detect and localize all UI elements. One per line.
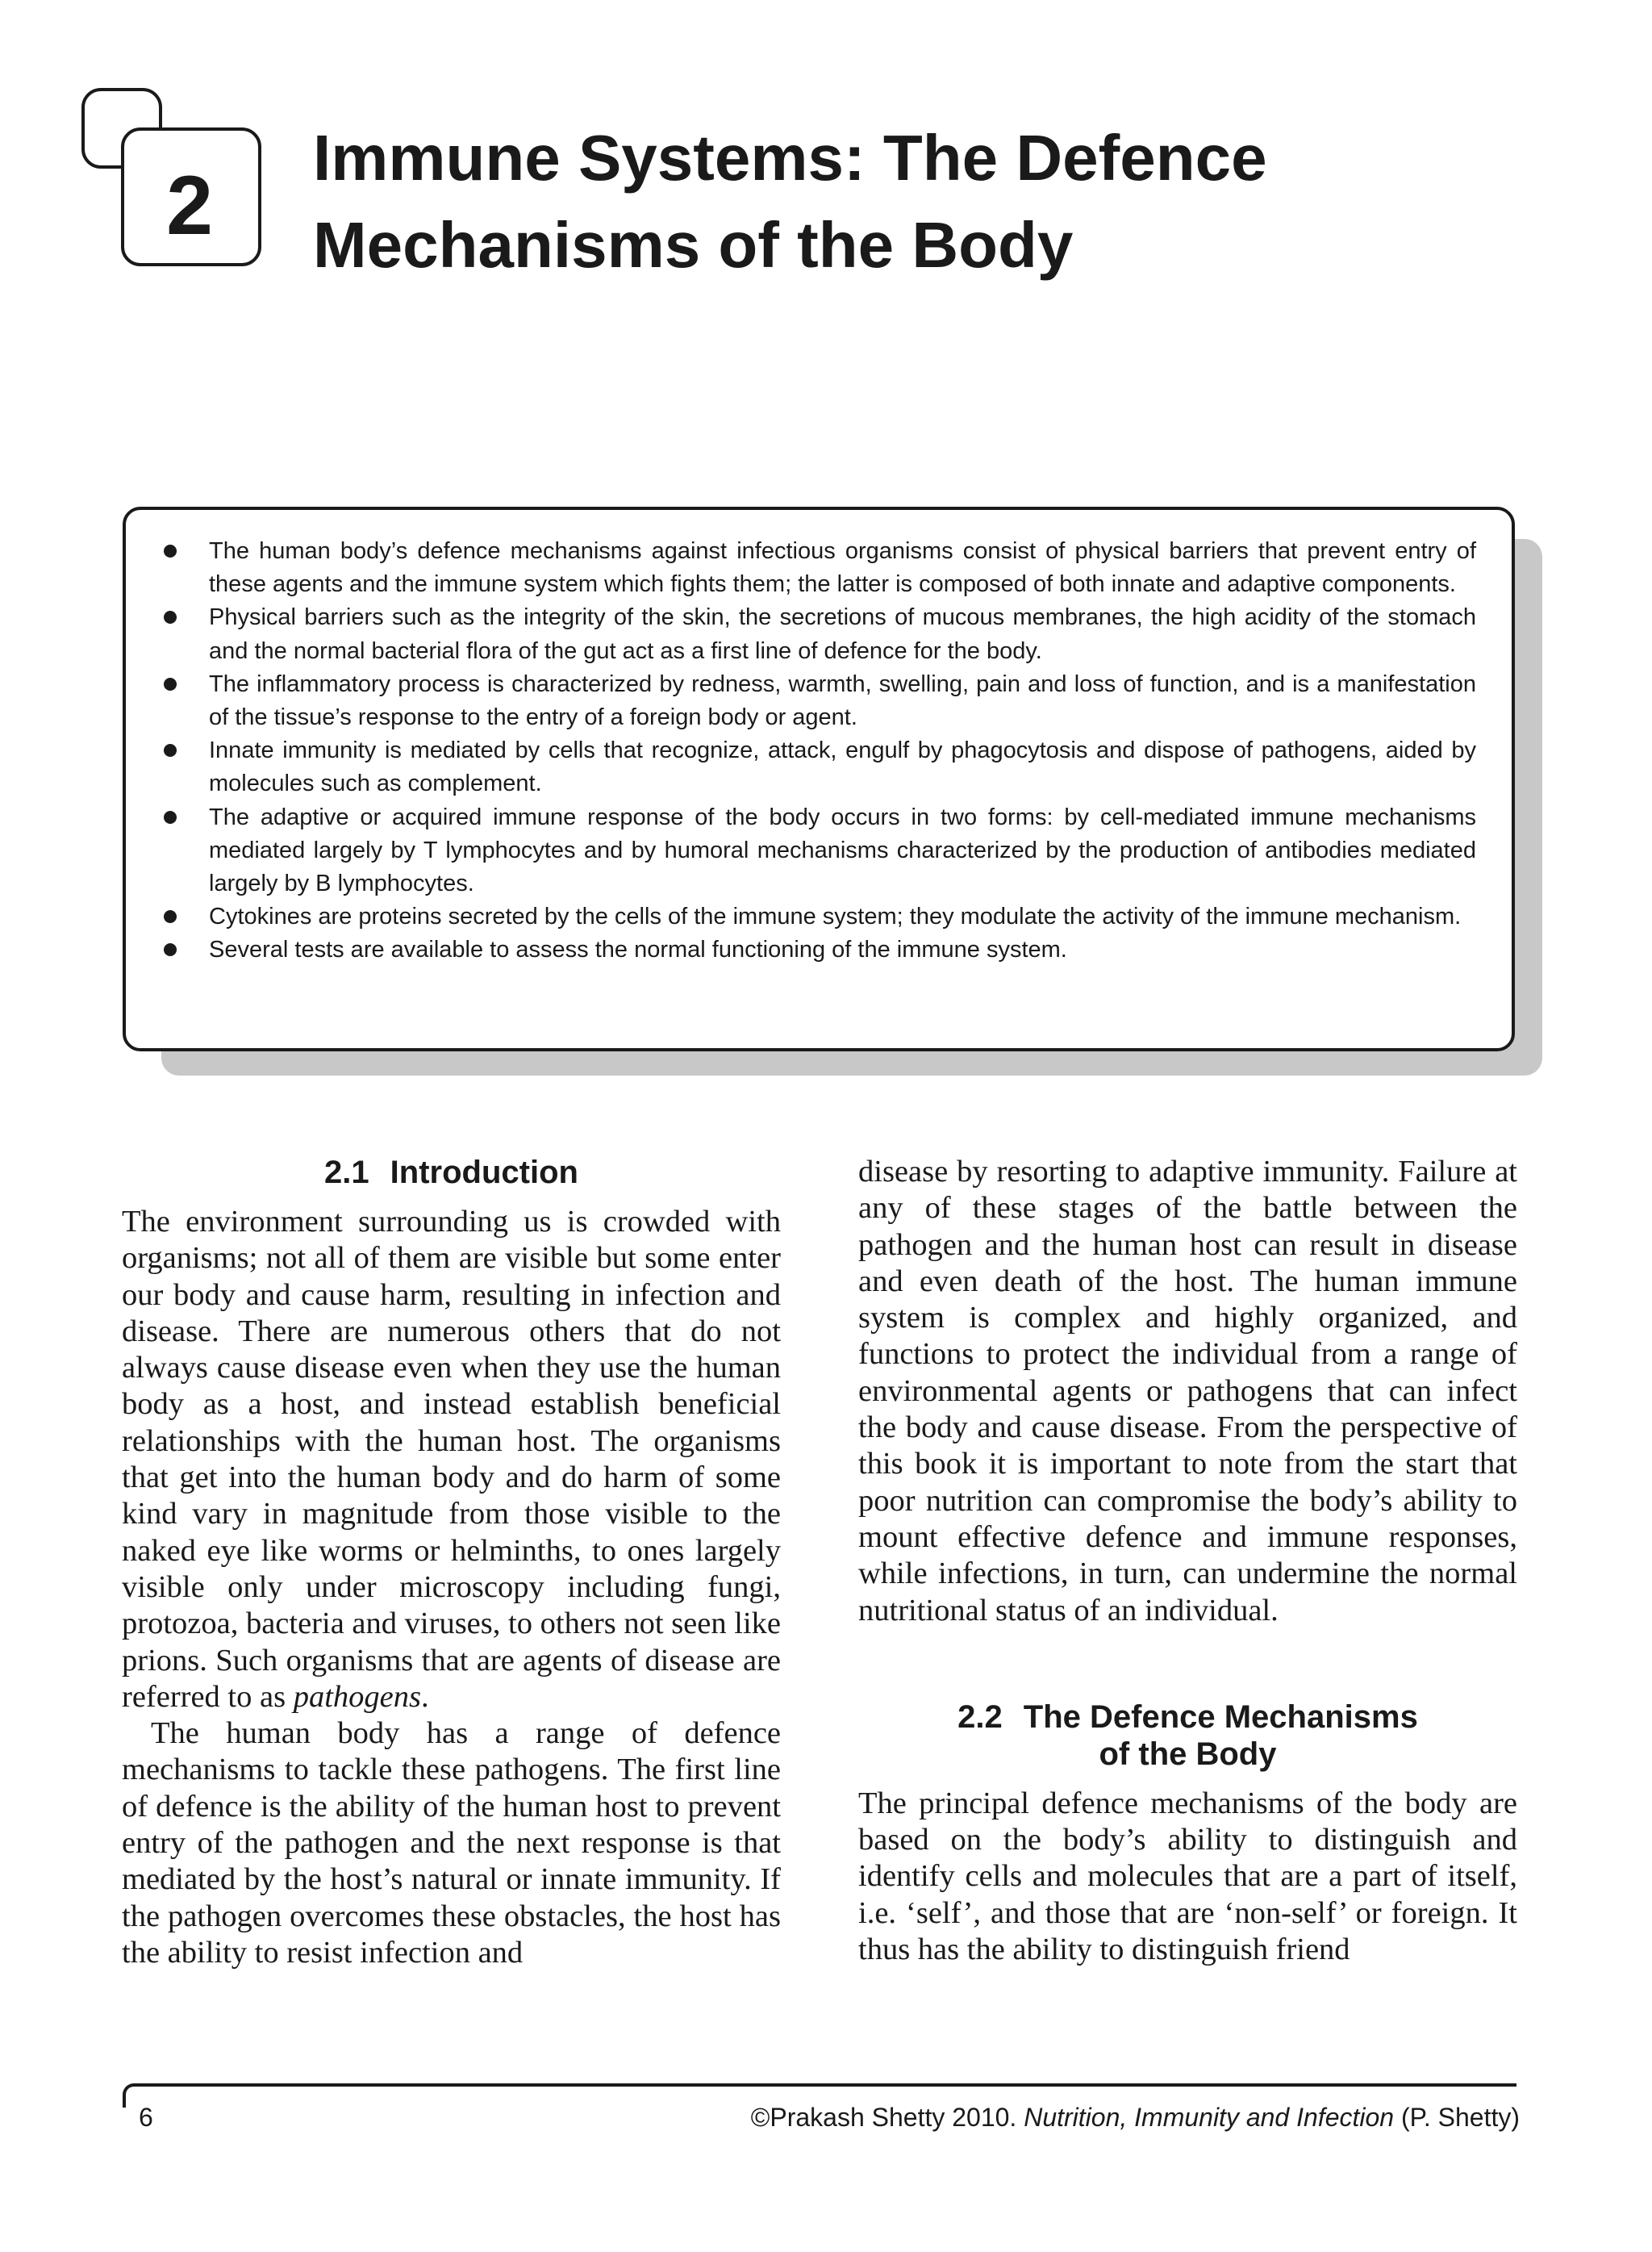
footer-citation bbox=[751, 2101, 1520, 2133]
right-column bbox=[858, 1154, 1517, 1968]
chapter-number: 2 bbox=[166, 159, 213, 253]
body-paragraph: The principal defence mechanisms of the body are based on the body’s ability to distinguish and identify cells and molecules that are a part of itself, i.e. ‘self’, and those that are ‘non-self’ or foreign. It thus has the ability to distinguish friend bbox=[858, 1786, 1517, 1967]
summary-bullet: The inflammatory process is characterized by redness, warmth, swelling, pain and loss of function, and is a manifestation of the tissue’s response to the entry of a foreign body or agent. bbox=[163, 668, 1476, 734]
page-number: 6 bbox=[139, 2103, 153, 2132]
section-number: 2.2 bbox=[957, 1698, 1003, 1735]
section-heading-introduction bbox=[122, 1154, 781, 1191]
author-text: (P. Shetty) bbox=[1400, 2103, 1520, 2132]
body-paragraph: The human body has a range of defence mechanisms to tackle these pathogens. The first line of defence is the ability of the human host to prevent entry of the pathogen and the next response is that mediated by the host’s natural or innate immunity. If the pathogen overcomes these obstacles, the host has the ability to resist infection and bbox=[122, 1716, 781, 1970]
summary-bullet: The human body’s defence mechanisms against infectious organisms consist of physical barriers that prevent entry of these agents and the immune system which fights them; the latter is composed of both innate and adaptive components. bbox=[163, 535, 1476, 601]
book-title: Nutrition, Immunity and Infection bbox=[1024, 2103, 1395, 2132]
section-heading-line-2: of the Body bbox=[1099, 1736, 1277, 1772]
section-title: The Defence Mechanisms bbox=[1023, 1698, 1418, 1735]
summary-list bbox=[163, 535, 1476, 967]
section-number: 2.1 bbox=[324, 1155, 369, 1190]
summary-bullet: Innate immunity is mediated by cells that recognize, attack, engulf by phagocytosis and dispose of pathogens, aided by molecules such as complement. bbox=[163, 734, 1476, 800]
section-title: Introduction bbox=[390, 1155, 578, 1190]
summary-bullet: Physical barriers such as the integrity of the skin, the secretions of mucous membranes, the high acidity of the stomach and the normal bacterial flora of the gut act as a first line of defence for the body. bbox=[163, 601, 1476, 667]
chapter-title-line-2: Mechanisms of the Body bbox=[313, 209, 1074, 281]
italic-term: pathogens bbox=[293, 1679, 421, 1714]
summary-bullet: Cytokines are proteins secreted by the cells of the immune system; they modulate the activity of the immune mechanism. bbox=[163, 900, 1476, 934]
paragraph-end: . bbox=[420, 1679, 429, 1714]
chapter-summary-box bbox=[123, 507, 1515, 1051]
chapter-title-line-1: Immune Systems: The Defence bbox=[313, 122, 1267, 194]
chapter-title bbox=[313, 115, 1523, 289]
section-heading-defence-mechanisms bbox=[858, 1698, 1517, 1773]
summary-bullet: The adaptive or acquired immune response of the body occurs in two forms: by cell-mediated immune mechanisms mediated largely by T lymphocytes and by humoral mechanisms characterized by the production of antibodies mediated largely by B lymphocytes. bbox=[163, 801, 1476, 901]
paragraph-text: The environment surrounding us is crowded with organisms; not all of them are visible but some enter our body and cause harm, resulting in infection and disease. There are numerous others that do not always cause disease even when they use the human body as a host, and instead establish beneficial relationships with the human host. The organisms that get into the human body and do harm of some kind vary in magnitude from those visible to the naked eye like worms or helminths, to ones largely visible only under microscopy including fungi, protozoa, bacteria and viruses, to others not seen like prions. Such organisms that are agents of disease are referred to as bbox=[122, 1205, 781, 1714]
copyright-text: ©Prakash Shetty 2010. bbox=[750, 2103, 1017, 2132]
left-column bbox=[122, 1154, 781, 1971]
section-heading-line-1 bbox=[858, 1698, 1517, 1736]
body-paragraph: disease by resorting to adaptive immunity. Failure at any of these stages of the battle between the pathogen and the human host can result in disease and even death of the host. The human immune system is complex and highly organized, and functions to protect the individual from a range of environmental agents or pathogens that can infect the body and cause disease. From the perspective of this book it is important to note from the start that poor nutrition can compromise the body’s ability to mount effective defence and immune responses, while infections, in turn, can undermine the normal nutritional status of an individual. bbox=[858, 1155, 1517, 1627]
body-paragraph bbox=[122, 1204, 781, 1715]
summary-bullet: Several tests are available to assess the normal functioning of the immune system. bbox=[163, 934, 1476, 967]
